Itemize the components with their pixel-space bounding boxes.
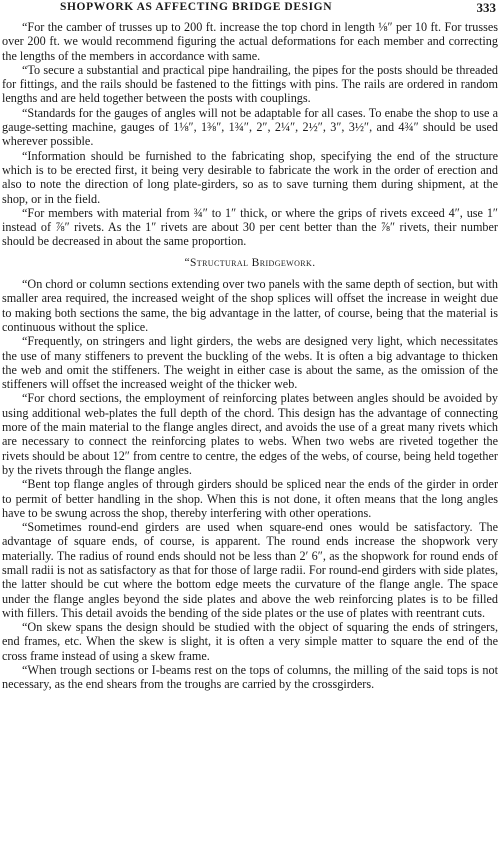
body-text — [2, 20, 498, 692]
paragraph: “For chord sections, the employment of reinforcing plates between angles should be avoided by using additional web-plates the full depth of the chord. This design has the advantage of connecting more of the main material to the flange angles direct, and avoids the use of a great many rivets which are necessary to connect the reinforcing plates to webs. When two webs are riveted together the rivets should be about 12″ from centre to centre, the edges of the webs, of course, being held together by the rivets through the flange angles. — [2, 391, 498, 477]
paragraph: “Standards for the gauges of angles will not be adaptable for all cases. To enabe the shop to use a gauge-setting machine, gauges of 1⅛″, 1⅜″, 1¾″, 2″, 2¼″, 2½″, 3″, 3½″, and 4¾″ should be used wherever possible. — [2, 105, 498, 149]
paragraph: “On skew spans the design should be studied with the object of squaring the ends of stringers, end frames, etc. When the skew is slight, it is often a very simple matter to square the end of the cross frame instead of using a skew frame. — [2, 620, 498, 663]
section-heading: “Structural Bridgework. — [184, 256, 316, 269]
paragraph: “Sometimes round-end girders are used when square-end ones would be satisfactory. The advantage of square ends, of course, is apparent. The round ends increase the shopwork very materially. The radius of round ends should not be less than 2′ 6″, as the shopwork for round ends of small radii is not as satisfactory as that for those of large radii. For round-end girders with side plates, the latter should be cut where the bottom edge meets the curvature of the flange angle. The space under the flange angles beyond the side plates and above the web reinforcing plates is to be filled with fillers. This detail avoids the bending of the side plates or the use of plates with reentrant cuts. — [2, 520, 498, 620]
paragraph: “Information should be furnished to the fabricating shop, specifying the end of the structure which is to be erected first, it being very desirable to fabricate the work in the order of erection and also to note the direction of long plate-girders, so as to save turning them during shipment, at the shop, or in the field. — [2, 148, 498, 206]
paragraph: “When trough sections or I-beams rest on the tops of columns, the milling of the said tops is not necessary, as the end shears from the troughs are carried by the crossgirders. — [2, 663, 498, 692]
paragraph: “On chord or column sections extending over two panels with the same depth of section, but with smaller area required, the increased weight of the shop splices will offset the increase in weight due to making both sections the same, the big advantage in the latter, of course, being that the material is continuous without the splice. — [2, 277, 498, 334]
paragraph: “For members with material from ¾″ to 1″ thick, or where the grips of rivets exceed 4″, use 1″ instead of ⅞″ rivets. As the 1″ rivets are about 30 per cent better than the ⅞″ rivets, their number should be decreased in about the same proportion. — [2, 205, 498, 249]
running-title: SHOPWORK AS AFFECTING BRIDGE DESIGN — [60, 1, 333, 13]
running-header — [2, 0, 498, 18]
paragraph: “For the camber of trusses up to 200 ft. increase the top chord in length ⅛″ per 10 ft. For trusses over 200 ft. we would recommend figuring the actual deformations for each member and correcting the lengths of the members in accordance with same. — [2, 20, 498, 63]
paragraph: “Bent top flange angles of through girders should be spliced near the ends of the girder in order to permit of better handling in the shop. When this is not done, it often means that the long angles have to be swung across the shop, thereby interfering with other operations. — [2, 477, 498, 520]
paragraph: “Frequently, on stringers and light girders, the webs are designed very light, which necessitates the use of many stiffeners to prevent the buckling of the webs. It is often a big advantage to thicken the web and omit the stiffeners. The weight in either case is about the same, as the omission of the stiffeners will offset the increased weight of the thicker web. — [2, 334, 498, 392]
page-number: 333 — [476, 0, 496, 15]
paragraph: “To secure a substantial and practical pipe handrailing, the pipes for the posts should be threaded for fittings, and the rails should be fastened to the fittings with pins. The rails are ordered in random lengths and are held together between the posts with couplings. — [2, 62, 498, 106]
